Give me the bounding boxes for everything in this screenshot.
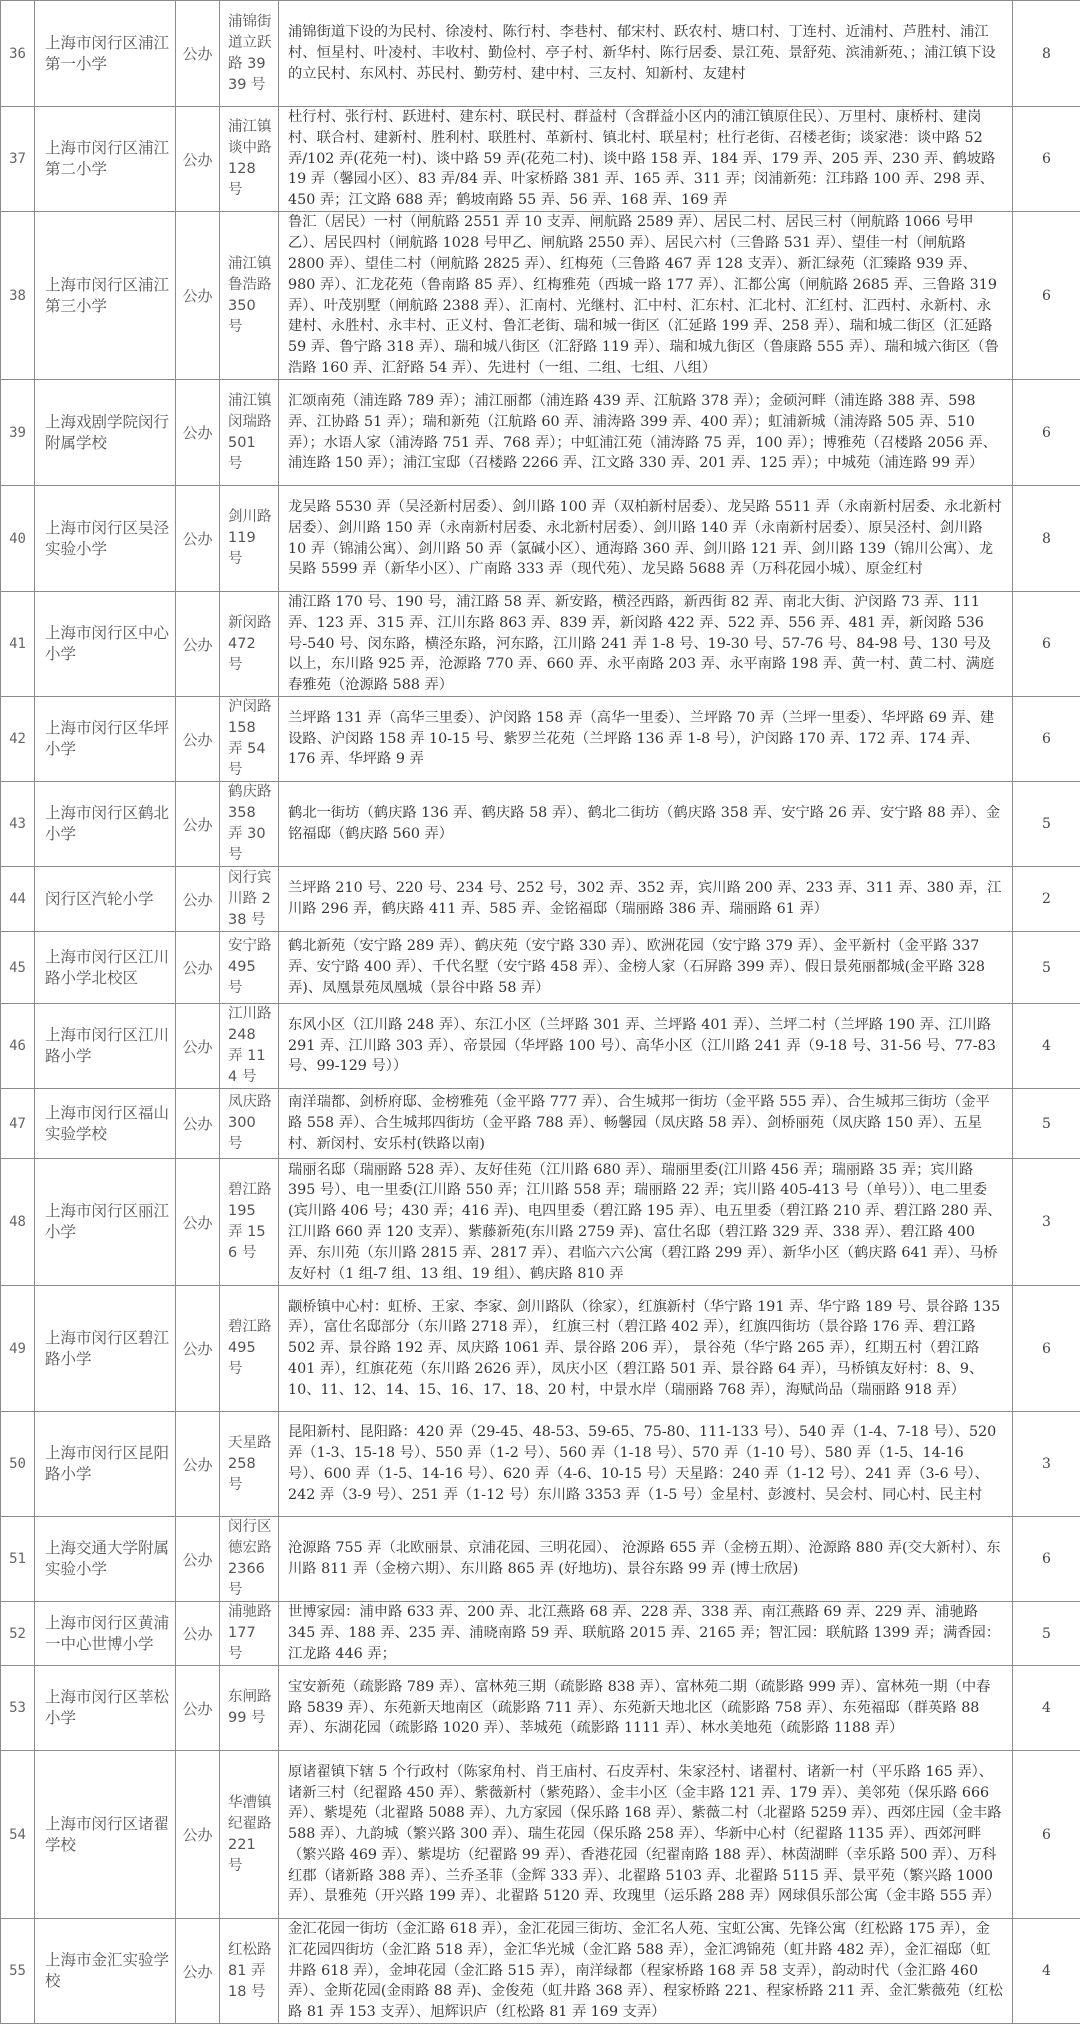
row-number: 48 <box>1 1159 35 1286</box>
school-name: 上海市金汇实验学校 <box>35 1919 176 2024</box>
enrollment-area: 原诸翟镇下辖 5 个行政村（陈家角村、肖王庙村、石皮弄村、朱家泾村、诸翟村、诸新一村（平乐路 165 弄）、诸新三村（纪翟路 450 弄）、紫薇新村（紫苑路）、金丰小区（金丰路 121 弄、179 弄）、美邻苑（保乐路 666 弄）、紫堤苑（北翟路 5088 弄）、九方家园（保乐路 168 弄）、紫薇二村（北翟路 5259 弄）、西郊庄园（金丰路 588 弄）、九韵城（繁兴路 300 弄）、瑞生花园（保乐路 258 弄）、华新中心村（纪翟路 1135 弄）、西郊河畔（繁兴路 469 弄）、紫堤坊（纪翟路 99 弄）、香港花园（纪翟南路 188 弄）、林茵湖畔（幸乐路 500 弄）、万科红郡（诸新路 388 弄）、兰乔圣菲（金辉 333 弄）、北翟路 5103 弄、北翟路 5115 弄、景平苑（繁兴路 1000 弄）、景雅苑（开兴路 199 弄）、北翟路 5120 弄、玫瑰里（运乐路 288 弄）网球俱乐部公寓（金丰路 555 弄） <box>279 1751 1013 1919</box>
school-name: 上海市闵行区碧江路小学 <box>35 1286 176 1412</box>
enrollment-area: 汇颂南苑（浦连路 789 弄）；浦江丽都（浦连路 439 弄、江航路 378 弄）；金硕河畔（浦连路 388 弄、598 弄、江协路 51 弄）；瑞和新苑（江航路 60 弄、浦涛路 399 弄、400 弄）；虹浦新城（浦涛路 505 弄、510 弄）；水语人家（浦涛路 751 弄、768 弄）；中虹浦江苑（浦涛路 75 弄，100 弄）；博雅苑（召楼路 2056 弄、浦连路 150 弄）；浦江宝邸（召楼路 2266 弄、江文路 330 弄、201 弄、125 弄）；中城苑（浦连路 99 弄） <box>279 380 1013 486</box>
row-number: 41 <box>1 592 35 697</box>
table-row <box>1 1919 1080 2024</box>
school-address: 鹤庆路 358 弄 30 号 <box>220 782 279 867</box>
row-number: 39 <box>1 380 35 486</box>
row-number: 38 <box>1 212 35 380</box>
school-name: 上海市闵行区诸翟学校 <box>35 1751 176 1919</box>
school-type: 公办 <box>176 1919 220 2024</box>
table-row <box>1 1412 1080 1517</box>
school-name: 上海市闵行区鹤北小学 <box>35 782 176 867</box>
table-row <box>1 1089 1080 1159</box>
enrollment-area: 昆阳新村、昆阳路：420 弄（29-45、48-53、59-65、75-80、111-133 号）、540 弄（1-4、7-18 号）、520 弄（1-3、15-18 号）、550 弄（1-2 号）、560 弄（1-18 号）、570 弄（1-10 号）、580 弄（1-5、14-16 号）、600 弄（1-5、14-16 号）、620 弄（4-6、10-15 号）天星路：240 弄（1-12 号）、241 弄（3-6 号）、242 弄（3-9 号）、251 弄（1-12 号）东川路 3353 弄（1-5 号）金星村、彭渡村、吴会村、同心村、民主村 <box>279 1412 1013 1517</box>
table-row <box>1 1751 1080 1919</box>
school-name: 闵行区汽轮小学 <box>35 867 176 932</box>
school-name: 上海交通大学附属实验小学 <box>35 1517 176 1602</box>
enrollment-area: 杜行村、张行村、跃进村、建东村、联民村、群益村（含群益小区内的浦江镇原住民）、万里村、康桥村、建岗村、联合村、建新村、胜利村、联胜村、革新村、镇北村、联星村；杜行老街、召楼老街；谈家港：谈中路 52 弄/102 弄(花苑一村)、谈中路 59 弄(花苑二村)、谈中路 158 弄、184 弄、179 弄、205 弄、230 弄、鹤坡路 19 弄（馨园小区）、83 弄/84 弄、叶家桥路 381 弄、165 弄、311 弄；闵浦新苑：江玮路 100 弄、298 弄、450 弄；江文路 688 弄；鹤坡南路 55 弄、56 弄、168 弄、169 弄 <box>279 107 1013 212</box>
table-row <box>1 1004 1080 1089</box>
school-name: 上海市闵行区江川路小学北校区 <box>35 932 176 1004</box>
row-number: 43 <box>1 782 35 867</box>
class-count: 4 <box>1013 1666 1080 1751</box>
school-type: 公办 <box>176 212 220 380</box>
school-address: 新闵路 472 号 <box>220 592 279 697</box>
school-name: 上海市闵行区福山实验学校 <box>35 1089 176 1159</box>
table-row <box>1 486 1080 592</box>
row-number: 54 <box>1 1751 35 1919</box>
school-address: 剑川路 119 号 <box>220 486 279 592</box>
enrollment-area: 鹤北一街坊（鹤庆路 136 弄、鹤庆路 58 弄）、鹤北二街坊（鹤庆路 358 弄、安宁路 26 弄、安宁路 88 弄）、金铭福邸（鹤庆路 560 弄） <box>279 782 1013 867</box>
school-name: 上海市闵行区丽江小学 <box>35 1159 176 1286</box>
school-name: 上海市闵行区浦江第三小学 <box>35 212 176 380</box>
school-address: 安宁路 495 号 <box>220 932 279 1004</box>
enrollment-area: 世博家园：浦申路 633 弄、200 弄、北江燕路 68 弄、228 弄、338 弄、南江燕路 69 弄、229 弄、浦驰路 345 弄、188 弄、235 弄、浦晓南路 59 弄、联航路 2015 弄、2165 弄；智汇园：联航路 1399 弄；满香园：江龙路 446 弄； <box>279 1602 1013 1666</box>
class-count: 5 <box>1013 782 1080 867</box>
class-count: 5 <box>1013 1602 1080 1666</box>
school-type: 公办 <box>176 380 220 486</box>
table-row <box>1 1602 1080 1666</box>
school-type: 公办 <box>176 486 220 592</box>
row-number: 44 <box>1 867 35 932</box>
school-address: 天星路 258 号 <box>220 1412 279 1517</box>
enrollment-area: 颛桥镇中心村：虹桥、王家、李家、剑川路队（徐家），红旗新村（华宁路 191 弄、华宁路 189 号、景谷路 135 弄），富仕名邸部分（东川路 2718 弄）， 红旗三村（碧江路 402 弄），红旗四街坊（景谷路 176 弄、碧江路 502 弄、景谷路 192 弄、凤庆路 1061 弄、景谷路 206 弄）， 景谷苑（华宁路 265 弄），红期五村（碧江路 401 弄），红旗花苑（东川路 2626 弄），凤庆小区（碧江路 501 弄、景谷路 64 弄），马桥镇友好村：8、9、10、11、12、14、15、16、17、18、20 村，中景水岸（瑞丽路 768 弄），海赋尚品（瑞丽路 918 弄） <box>279 1286 1013 1412</box>
enrollment-area: 东风小区（江川路 248 弄）、东江小区（兰坪路 301 弄、兰坪路 401 弄）、兰坪二村（兰坪路 190 弄、江川路 291 弄、江川路 303 弄）、帝景园（华坪路 100 号）、高华小区（江川路 241 弄（9-18 号、31-56 号、77-83 号、99-129 号）） <box>279 1004 1013 1089</box>
school-name: 上海市闵行区华坪小学 <box>35 697 176 782</box>
row-number: 46 <box>1 1004 35 1089</box>
school-name: 上海市闵行区浦江第二小学 <box>35 107 176 212</box>
class-count: 6 <box>1013 107 1080 212</box>
school-address: 凤庆路 300 号 <box>220 1089 279 1159</box>
enrollment-area: 宝安新苑（疏影路 789 弄）、富林苑三期（疏影路 838 弄）、富林苑二期（疏影路 999 弄）、富林苑一期（中春路 5839 弄）、东苑新天地南区（疏影路 711 弄）、东苑新天地北区（疏影路 758 弄）、东苑福邸（群英路 88 弄）、东湖花园（疏影路 1020 弄）、莘城苑（疏影路 1111 弄）、林水美地苑（疏影路 1188 弄） <box>279 1666 1013 1751</box>
school-type: 公办 <box>176 107 220 212</box>
school-type: 公办 <box>176 1089 220 1159</box>
class-count: 6 <box>1013 592 1080 697</box>
table-row <box>1 1159 1080 1286</box>
school-type: 公办 <box>176 1286 220 1412</box>
school-address: 浦江镇鲁浩路 350 号 <box>220 212 279 380</box>
table-row <box>1 1666 1080 1751</box>
enrollment-area: 浦锦街道下设的为民村、徐凌村、陈行村、李巷村、郁宋村、跃农村、塘口村、丁连村、近浦村、芦胜村、浦江村、恒星村、叶凌村、丰收村、勤俭村、亭子村、新华村、陈行居委、景江苑、景舒苑、滨浦新苑、；浦江镇下设的立民村、东风村、苏民村、勤劳村、建中村、三友村、知新村、友建村 <box>279 1 1013 107</box>
enrollment-area: 浦江路 170 号、190 号，浦江路 58 弄、新安路，横泾西路，新西街 82 弄、南北大街、沪闵路 73 弄、111 弄、123 弄、315 弄、江川东路 863 弄、839 弄，新闵路 422 弄、522 弄、556 弄、481 弄，新闵路 536 号-540 号、闵东路，横泾东路，河东路，江川路 241 弄 1-8 号、19-30 号、57-76 号、84-98 号、130 号及以上，东川路 925 弄，沧源路 770 弄、660 弄、永平南路 203 弄、永平南路 198 弄、黄一村、黄二村、满庭春雅苑（沧源路 588 弄） <box>279 592 1013 697</box>
enrollment-area: 金汇花园一街坊（金汇路 618 弄），金汇花园三街坊、金汇名人苑、宝虹公寓、先锋公寓（红松路 175 弄），金汇花园四街坊（金汇路 518 弄），金汇华光城（金汇路 588 弄），金汇鸿锦苑（虹井路 482 弄），金汇福邸（虹井路 618 弄），金坤花园（金汇路 515 弄），南洋绿都（程家桥路 168 弄 58 支弄），韵动时代（金汇路 460 弄）、金斯花园(金雨路 88 弄)、金俊苑（虹井路 368 弄）、程家桥路 221、程家桥路 211 弄、金汇紫薇苑（红松路 81 弄 153 支弄）、旭辉识庐（红松路 81 弄 169 支弄） <box>279 1919 1013 2024</box>
table-row <box>1 867 1080 932</box>
row-number: 55 <box>1 1919 35 2024</box>
class-count: 2 <box>1013 867 1080 932</box>
row-number: 53 <box>1 1666 35 1751</box>
school-type: 公办 <box>176 592 220 697</box>
school-address: 碧江路 195 弄 156 号 <box>220 1159 279 1286</box>
school-name: 上海市闵行区黄浦一中心世博小学 <box>35 1602 176 1666</box>
school-name: 上海市闵行区莘松小学 <box>35 1666 176 1751</box>
enrollment-area: 沧源路 755 弄（北欧丽景、京浦花园、三明花园）、 沧源路 655 弄（金榜五期）、沧源路 880 弄(交大新村）、东川路 811 弄（金榜六期）、东川路 865 弄 (好地坊)、景谷东路 99 弄 (博士欣居) <box>279 1517 1013 1602</box>
row-number: 45 <box>1 932 35 1004</box>
row-number: 40 <box>1 486 35 592</box>
class-count: 8 <box>1013 486 1080 592</box>
class-count: 8 <box>1013 1 1080 107</box>
school-address: 浦江镇谈中路 128 号 <box>220 107 279 212</box>
row-number: 52 <box>1 1602 35 1666</box>
school-name: 上海市闵行区浦江第一小学 <box>35 1 176 107</box>
table-row <box>1 1286 1080 1412</box>
class-count: 5 <box>1013 1089 1080 1159</box>
school-address: 闵行区德宏路 2366 号 <box>220 1517 279 1602</box>
row-number: 51 <box>1 1517 35 1602</box>
table-row <box>1 1517 1080 1602</box>
school-address: 闵行宾川路 238 号 <box>220 867 279 932</box>
class-count: 6 <box>1013 1751 1080 1919</box>
enrollment-area: 兰坪路 210 号、220 号、234 号、252 号，302 弄、352 弄，宾川路 200 弄、233 弄、311 弄、380 弄，江川路 296 弄，鹤庆路 411 弄、585 弄、金铭福邸（瑞丽路 386 弄、瑞丽路 61 弄） <box>279 867 1013 932</box>
school-type: 公办 <box>176 697 220 782</box>
school-type: 公办 <box>176 1602 220 1666</box>
school-type: 公办 <box>176 1159 220 1286</box>
class-count: 5 <box>1013 932 1080 1004</box>
class-count: 6 <box>1013 212 1080 380</box>
class-count: 4 <box>1013 1919 1080 2024</box>
school-type: 公办 <box>176 1751 220 1919</box>
row-number: 47 <box>1 1089 35 1159</box>
row-number: 49 <box>1 1286 35 1412</box>
row-number: 36 <box>1 1 35 107</box>
row-number: 37 <box>1 107 35 212</box>
class-count: 6 <box>1013 1286 1080 1412</box>
school-address: 红松路 81 弄 18 号 <box>220 1919 279 2024</box>
school-name: 上海戏剧学院闵行附属学校 <box>35 380 176 486</box>
table-row <box>1 107 1080 212</box>
class-count: 6 <box>1013 697 1080 782</box>
class-count: 4 <box>1013 1004 1080 1089</box>
table-row <box>1 932 1080 1004</box>
school-name: 上海市闵行区江川路小学 <box>35 1004 176 1089</box>
school-address: 浦江镇闵瑞路 501 号 <box>220 380 279 486</box>
school-type: 公办 <box>176 932 220 1004</box>
school-type: 公办 <box>176 1004 220 1089</box>
table-row <box>1 1 1080 107</box>
table-row <box>1 380 1080 486</box>
school-address: 东闸路 99 号 <box>220 1666 279 1751</box>
table-row <box>1 697 1080 782</box>
school-address: 沪闵路 158 弄 54 号 <box>220 697 279 782</box>
table-row <box>1 212 1080 380</box>
class-count: 6 <box>1013 380 1080 486</box>
school-type: 公办 <box>176 782 220 867</box>
class-count: 3 <box>1013 1159 1080 1286</box>
table-row <box>1 592 1080 697</box>
school-address: 华漕镇纪翟路 221 号 <box>220 1751 279 1919</box>
school-type: 公办 <box>176 1517 220 1602</box>
enrollment-area: 龙吴路 5530 弄（吴泾新村居委）、剑川路 100 弄（双柏新村居委）、龙吴路 5511 弄（永南新村居委、永北新村居委）、剑川路 150 弄（永南新村居委、永北新村居委）、剑川路 140 弄（永南新村居委）、原吴泾村、剑川路 10 弄（锦浦公寓）、剑川路 50 弄（氯碱小区）、通海路 360 弄、剑川路 121 弄、剑川路 139（锦川公寓）、龙吴路 5599 弄（新华小区）、广南路 333 弄（现代苑）、龙吴路 5688 弄（万科花园小城）、原金红村 <box>279 486 1013 592</box>
school-type: 公办 <box>176 1412 220 1517</box>
enrollment-area: 兰坪路 131 弄（高华三里委）、沪闵路 158 弄（高华一里委）、兰坪路 70 弄（兰坪一里委）、华坪路 69 弄、建设路、沪闵路 158 弄 10-15 号、紫罗兰花苑（兰坪路 136 弄 1-8 号），沪闵路 170 弄、172 弄、174 弄、176 弄、华坪路 9 弄 <box>279 697 1013 782</box>
school-address: 浦驰路 177 号 <box>220 1602 279 1666</box>
enrollment-area: 鲁汇（居民）一村（闸航路 2551 弄 10 支弄、闸航路 2589 弄）、居民二村、居民三村（闸航路 1066 号甲乙）、居民四村（闸航路 1028 号甲乙、闸航路 2550 弄）、居民六村（三鲁路 531 弄）、望佳一村（闸航路 2800 弄）、望佳二村（闸航路 2825 弄）、红梅苑（三鲁路 467 弄 128 支弄）、新汇绿苑（汇臻路 939 弄、980 弄）、汇龙花苑（鲁南路 85 弄）、红梅雅苑（西城一路 177 弄）、汇都公寓（闸航路 2685 弄、三鲁路 319 弄）、叶茂别墅（闸航路 2388 弄）、汇南村、光继村、汇中村、汇东村、汇北村、汇红村、汇西村、永新村、永建村、永胜村、永丰村、正义村、鲁汇老街、瑞和城一街区（汇延路 199 弄、258 弄）、瑞和城二街区（汇延路 59 弄、鲁宁路 318 弄）、瑞和城八街区（汇舒路 119 弄）、瑞和城九街区（鲁康路 555 弄）、瑞和城六街区（鲁浩路 160 弄、汇舒路 54 弄）、先进村（一组、二组、七组、八组） <box>279 212 1013 380</box>
class-count: 3 <box>1013 1412 1080 1517</box>
enrollment-area: 瑞丽名邸（瑞丽路 528 弄）、友好佳苑（江川路 680 弄）、瑞丽里委(江川路 456 弄；瑞丽路 35 弄；宾川路 395 号）、电一里委(江川路 550 弄；江川路 558 弄；瑞丽路 22 弄；宾川路 405-413 号（单号））、电二里委(宾川路 406 号；430 弄；416 弄)、电四里委（碧江路 195 弄）、电五里委（碧江路 210 弄、碧江路 280 弄、江川路 660 弄 120 支弄）、紫藤新苑(东川路 2759 弄)、富仕名邸（碧江路 329 弄、338 弄）、碧江路 400 弄、东川苑（东川路 2815 弄、2817 弄）、君临六六公寓（碧江路 299 弄）、新华小区（鹤庆路 641 弄）、马桥友好村（1 组-7 组、13 组、19 组）、鹤庆路 810 弄 <box>279 1159 1013 1286</box>
school-type: 公办 <box>176 867 220 932</box>
school-address: 江川路 248 弄 114 号 <box>220 1004 279 1089</box>
class-count: 6 <box>1013 1517 1080 1602</box>
school-address: 碧江路 495 号 <box>220 1286 279 1412</box>
school-name: 上海市闵行区昆阳路小学 <box>35 1412 176 1517</box>
school-address: 浦锦街道立跃路 3939 号 <box>220 1 279 107</box>
row-number: 50 <box>1 1412 35 1517</box>
school-name: 上海市闵行区吴泾实验小学 <box>35 486 176 592</box>
table-row <box>1 782 1080 867</box>
school-type: 公办 <box>176 1666 220 1751</box>
school-type: 公办 <box>176 1 220 107</box>
enrollment-area: 鹤北新苑（安宁路 289 弄）、鹤庆苑（安宁路 330 弄）、欧洲花园（安宁路 379 弄）、金平新村（金平路 337 弄、安宁路 400 弄）、千代名墅（安宁路 458 弄）、金榜人家（石屏路 399 弄）、假日景苑丽都城(金平路 328 弄)、凤凰景苑凤凰城（景谷中路 58 弄） <box>279 932 1013 1004</box>
row-number: 42 <box>1 697 35 782</box>
enrollment-area: 南洋瑞都、剑桥府邸、金榜雅苑（金平路 777 弄）、合生城邦一街坊（金平路 555 弄）、合生城邦三街坊（金平路 558 弄）、合生城邦四街坊（金平路 788 弄）、畅馨园（凤庆路 58 弄）、剑桥丽苑（凤庆路 150 弄）、五星村、新闵村、安乐村(铁路以南) <box>279 1089 1013 1159</box>
school-name: 上海市闵行区中心小学 <box>35 592 176 697</box>
